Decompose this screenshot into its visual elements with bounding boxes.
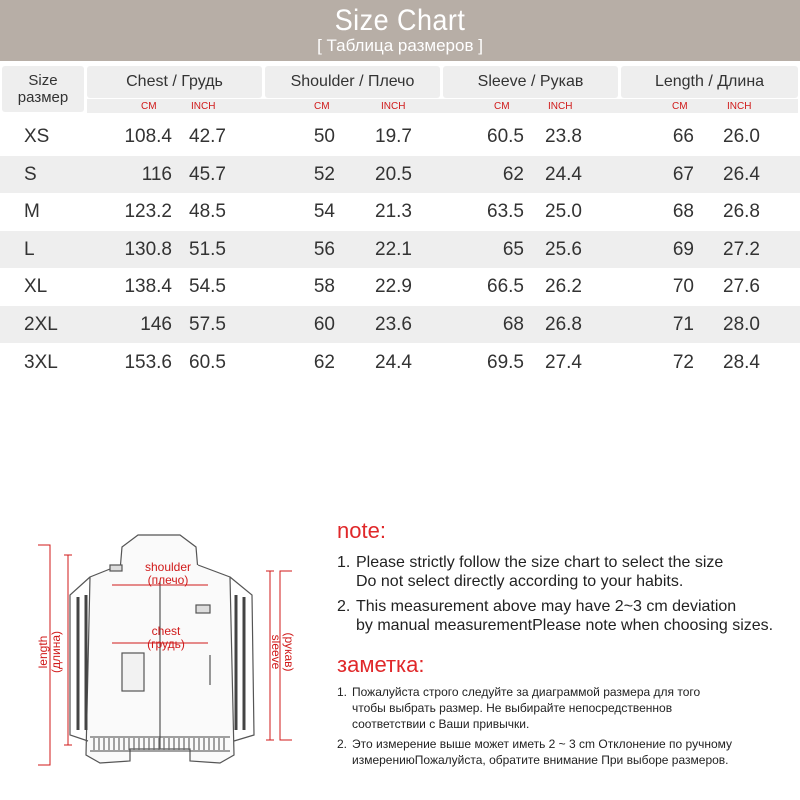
sleeve-in-cell: 26.8 xyxy=(545,314,582,335)
chest-column-header: Chest / Грудь xyxy=(87,66,262,98)
unit-cm: CM xyxy=(672,101,688,112)
length-cm-cell: 67 xyxy=(672,163,694,185)
size-header-ru: размер xyxy=(17,89,69,106)
sleeve-in-cell: 26.2 xyxy=(545,276,582,298)
shoulder-in-cell: 20.5 xyxy=(375,163,412,185)
length-column-header: Length / Длина xyxy=(621,66,798,98)
note-line: Это измерение выше может иметь 2 ~ 3 cm Отклонение по ручному xyxy=(352,737,733,751)
note-line: соответствии с Ваши привычки. xyxy=(352,717,530,731)
size-cell: L xyxy=(24,238,35,260)
unit-inch: INCH xyxy=(548,101,573,112)
chest-in-cell: 54.5 xyxy=(189,276,226,298)
shoulder-cm-cell: 50 xyxy=(313,126,335,147)
sleeve-cm-cell: 66.5 xyxy=(487,276,524,298)
size-cell: M xyxy=(24,201,40,223)
sleeve-cm-cell: 62 xyxy=(502,163,524,185)
chest-cm-cell: 153.6 xyxy=(124,351,172,373)
sleeve-in-cell: 27.4 xyxy=(545,351,582,373)
unit-cm: CM xyxy=(141,101,157,112)
note-number: 1. xyxy=(337,554,351,571)
note-line: измерениюПожалуйста, обратите внимание При выборе размеров. xyxy=(352,753,729,767)
sleeve-label: (рукав) sleeve xyxy=(269,632,296,672)
length-in-cell: 27.2 xyxy=(723,238,760,260)
length-in-cell: 26.0 xyxy=(723,126,760,147)
shoulder-cm-cell: 62 xyxy=(313,351,335,373)
note-line: by manual measurementPlease note when choosing sizes. xyxy=(356,617,774,634)
length-cm-cell: 66 xyxy=(672,126,694,147)
note-line: чтобы выбрать размер. Не выбирайте непосредственнов xyxy=(352,701,673,715)
length-in-cell: 27.6 xyxy=(723,276,760,298)
unit-cm: CM xyxy=(494,101,510,112)
length-in-cell: 28.4 xyxy=(723,351,760,373)
length-in-cell: 26.4 xyxy=(723,163,760,185)
shoulder-column-header: Shoulder / Плечо xyxy=(265,66,440,98)
length-cm-cell: 68 xyxy=(672,201,694,223)
length-cm-cell: 70 xyxy=(672,276,694,298)
shoulder-cm-cell: 56 xyxy=(313,238,335,260)
note-ru-title: заметка: xyxy=(337,652,425,677)
unit-inch: INCH xyxy=(191,101,216,112)
size-cell: XL xyxy=(24,276,48,298)
sleeve-in-cell: 23.8 xyxy=(545,126,582,147)
size-cell: 2XL xyxy=(24,314,58,335)
sleeve-in-cell: 24.4 xyxy=(545,163,582,185)
shoulder-in-cell: 21.3 xyxy=(375,201,412,223)
note-title: note: xyxy=(337,518,386,543)
length-cm-cell: 71 xyxy=(672,314,694,335)
chest-cm-cell: 146 xyxy=(140,314,172,335)
note-number: 2. xyxy=(337,737,348,751)
size-cell: XS xyxy=(24,126,50,147)
sleeve-cm-cell: 68 xyxy=(502,314,524,335)
chest-cm-cell: 108.4 xyxy=(124,126,172,147)
table-row xyxy=(0,193,800,230)
note-number: 2. xyxy=(337,598,351,615)
shoulder-cm-cell: 52 xyxy=(313,163,335,185)
note-line: This measurement above may have 2~3 cm deviation xyxy=(356,598,737,615)
size-cell: 3XL xyxy=(24,351,58,373)
chest-in-cell: 60.5 xyxy=(189,351,226,373)
table-row xyxy=(0,118,800,155)
sleeve-cm-cell: 69.5 xyxy=(487,351,524,373)
unit-inch: INCH xyxy=(381,101,406,112)
size-header-en: Size xyxy=(28,72,58,89)
note-line: Do not select directly according to your habits. xyxy=(356,573,684,590)
chest-cm-cell: 123.2 xyxy=(124,201,172,223)
unit-inch: INCH xyxy=(727,101,752,112)
shoulder-cm-cell: 54 xyxy=(313,201,335,223)
length-label: length (длина) xyxy=(36,631,63,673)
chest-in-cell: 51.5 xyxy=(189,238,226,260)
table-row xyxy=(0,344,800,381)
chest-cm-cell: 138.4 xyxy=(124,276,172,298)
note-number: 1. xyxy=(337,685,348,699)
chest-in-cell: 42.7 xyxy=(189,126,226,147)
shoulder-in-cell: 23.6 xyxy=(375,314,412,335)
sleeve-in-cell: 25.6 xyxy=(545,238,582,260)
shoulder-in-cell: 19.7 xyxy=(375,126,412,147)
size-cell: S xyxy=(24,163,37,185)
sleeve-cm-cell: 65 xyxy=(502,238,524,260)
sleeve-column-header: Sleeve / Рукав xyxy=(443,66,618,98)
table-row xyxy=(0,156,800,193)
chest-in-cell: 45.7 xyxy=(189,163,226,185)
size-chart-header xyxy=(0,0,800,61)
chest-cm-cell: 130.8 xyxy=(124,238,172,260)
shoulder-cm-cell: 60 xyxy=(313,314,335,335)
table-row xyxy=(0,306,800,343)
page-title: Size Chart xyxy=(334,4,466,37)
chest-label: chest (грудь) xyxy=(147,624,185,651)
table-row xyxy=(0,231,800,268)
length-cm-cell: 69 xyxy=(672,238,694,260)
chest-in-cell: 48.5 xyxy=(189,201,226,223)
length-cm-cell: 72 xyxy=(672,351,694,373)
table-row xyxy=(0,268,800,305)
shoulder-cm-cell: 58 xyxy=(313,276,335,298)
jacket-measurement-diagram xyxy=(30,525,320,795)
length-in-cell: 28.0 xyxy=(723,314,760,335)
shoulder-label: shoulder (плечо) xyxy=(144,560,192,587)
sleeve-cm-cell: 60.5 xyxy=(487,126,524,147)
page-subtitle: [ Таблица размеров ] xyxy=(317,36,483,55)
shoulder-in-cell: 22.1 xyxy=(375,238,412,260)
shoulder-in-cell: 24.4 xyxy=(375,351,412,373)
unit-cm: CM xyxy=(314,101,330,112)
shoulder-in-cell: 22.9 xyxy=(375,276,412,298)
chest-in-cell: 57.5 xyxy=(189,314,226,335)
note-line: Пожалуйста строго следуйте за диаграммой размера для того xyxy=(352,685,701,699)
chest-cm-cell: 116 xyxy=(141,163,172,185)
sleeve-in-cell: 25.0 xyxy=(545,201,582,223)
size-column-header xyxy=(2,66,84,112)
sleeve-cm-cell: 63.5 xyxy=(487,201,524,223)
length-in-cell: 26.8 xyxy=(723,201,760,223)
note-line: Please strictly follow the size chart to select the size xyxy=(356,554,724,571)
